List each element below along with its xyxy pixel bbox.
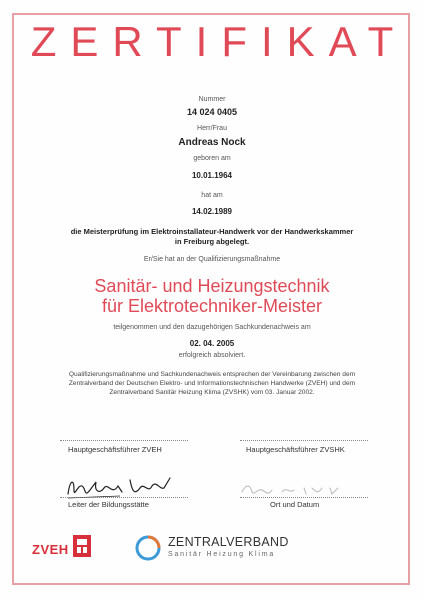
completion-date: 02. 04. 2005 <box>189 339 235 348</box>
qualification-intro: Er/Sie hat an der Qualifizierungsmaßnahme <box>143 256 281 263</box>
participated-text: teilgenommen und den dazugehörigen Sachkundenachweis am <box>113 324 311 331</box>
course-title-line-2: für Elektrotechniker-Meister <box>101 296 323 316</box>
course-title-line-1: Sanitär- und Heizungstechnik <box>94 276 330 296</box>
has-on-label: hat am <box>201 192 223 199</box>
signature-line-place-date <box>240 497 368 498</box>
signature-line-zveh <box>60 440 188 441</box>
zentralverband-logo <box>134 532 314 564</box>
zveh-logo <box>32 542 78 560</box>
recipient-name: Andreas Nock <box>178 137 246 148</box>
salutation-label: Herr/Frau <box>197 125 227 132</box>
certificate-number: 14 024 0405 <box>186 107 238 117</box>
passed-text: erfolgreich absolviert. <box>178 352 246 359</box>
signature-label-zveh: Hauptgeschäftsführer ZVEH <box>68 445 162 454</box>
zveh-logo-text: ZVEH <box>32 542 69 557</box>
certificate-title: ZERTIFIKAT <box>30 18 408 65</box>
birth-date: 10.01.1964 <box>191 171 233 180</box>
signature-line-director <box>60 497 188 498</box>
number-label: Nummer <box>198 96 226 103</box>
agreement-line-3: Zentralverband Sanitär Heizung Klima (ZVSHK) vom 03. Januar 2002. <box>109 389 315 396</box>
signature-label-zvshk: Hauptgeschäftsführer ZVSHK <box>246 445 345 454</box>
zveh-emblem-icon <box>72 534 92 558</box>
signature-line-zvshk <box>240 440 368 441</box>
exam-date: 14.02.1989 <box>191 207 233 216</box>
zentralverband-ring-icon <box>134 534 162 562</box>
born-label: geboren am <box>193 155 231 162</box>
agreement-line-2: Zentralverband der Deutschen Elektro- und Informationstechnischen Handwerke (ZVEH) und dem <box>68 380 356 387</box>
agreement-line-1: Qualifizierungsmaßnahme und Sachkundenachweis entsprechen der Vereinbarung zwischen dem <box>68 371 356 378</box>
signature-label-place-date: Ort und Datum <box>270 500 320 509</box>
exam-text-line-1: die Meisterprüfung im Elektroinstallateur-Handwerk vor der Handwerkskammer <box>70 227 354 236</box>
zentralverband-logo-text: ZENTRALVERBAND <box>168 535 289 549</box>
zentralverband-logo-subtitle: Sanitär Heizung Klima <box>168 551 276 558</box>
signature-label-director: Leiter der Bildungsstätte <box>68 500 149 509</box>
exam-text-line-2: in Freiburg abgelegt. <box>174 237 250 246</box>
